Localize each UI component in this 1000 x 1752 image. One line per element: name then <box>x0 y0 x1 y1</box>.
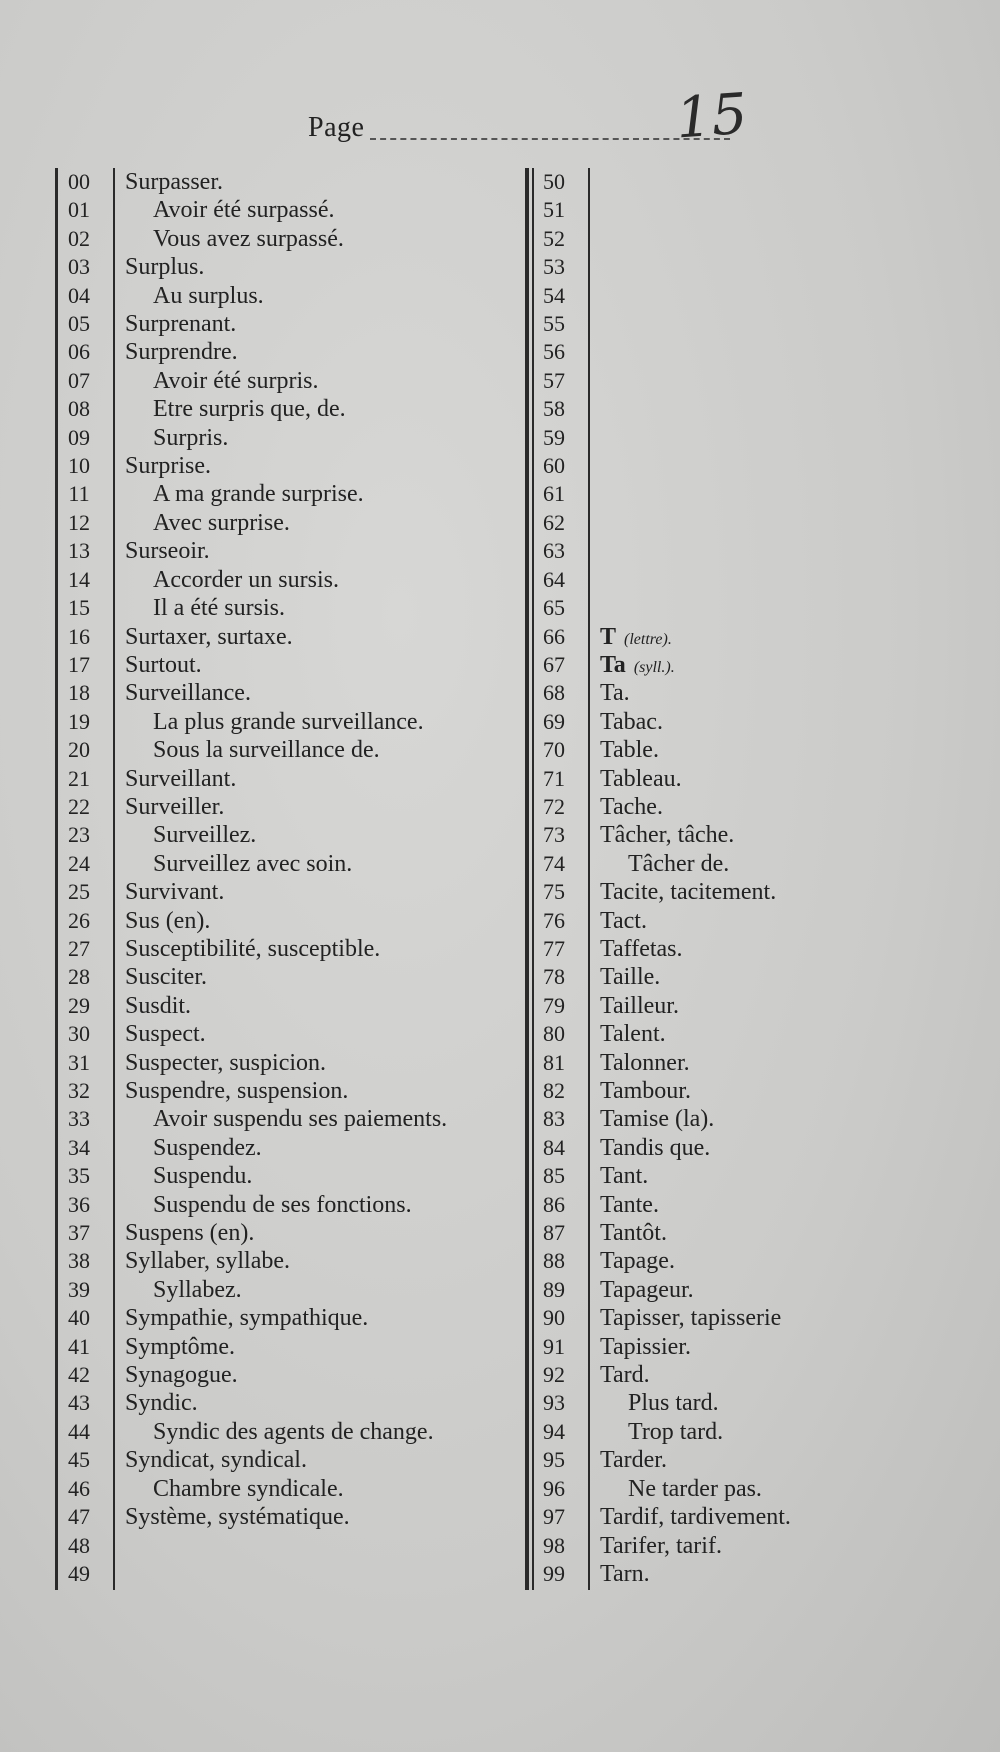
entry-label: Syndic. <box>125 1390 198 1417</box>
entry-label: Surpris. <box>153 424 229 451</box>
entry-label: Ta <box>600 651 626 678</box>
entry-number: 85 <box>543 1163 565 1189</box>
entry-number: 93 <box>543 1390 565 1416</box>
entry-number: 08 <box>68 396 90 422</box>
entry-text <box>153 566 339 594</box>
entry-label: Accorder un sursis. <box>153 566 339 593</box>
entry-text <box>153 1162 252 1190</box>
entry-text <box>153 424 228 452</box>
entry-label: Tact. <box>600 907 647 934</box>
entry-label: Etre surpris que, de. <box>153 396 346 423</box>
entry-text <box>600 1162 648 1190</box>
entry-text <box>125 1219 254 1247</box>
entry-label: Tapisser, tapisserie <box>600 1305 782 1332</box>
entry-label: Ta. <box>600 680 630 707</box>
entry-number: 07 <box>68 367 90 393</box>
entry-number: 18 <box>68 680 90 706</box>
entry-text <box>628 850 729 878</box>
entry-label: Synagogue. <box>125 1362 238 1389</box>
entry-number: 31 <box>68 1049 90 1075</box>
entry-text <box>153 1191 412 1219</box>
entry-label: A ma grande surprise. <box>153 481 364 508</box>
entry-label: Avec surprise. <box>153 509 290 536</box>
entry-number: 25 <box>68 879 90 905</box>
entry-number: 35 <box>68 1163 90 1189</box>
entry-number: 70 <box>543 737 565 763</box>
entry-number: 17 <box>68 651 90 677</box>
entry-text <box>125 253 204 281</box>
entry-number: 66 <box>543 623 565 649</box>
entry-text <box>125 1077 348 1105</box>
entry-number: 36 <box>68 1191 90 1217</box>
entry-number: 88 <box>543 1248 565 1274</box>
entry-number: 01 <box>68 197 90 223</box>
entry-label: Plus tard. <box>628 1390 719 1417</box>
entry-text <box>153 196 335 224</box>
entry-text <box>600 1276 694 1304</box>
entry-number: 23 <box>68 822 90 848</box>
entry-number: 64 <box>543 566 565 592</box>
entry-label: Chambre syndicale. <box>153 1475 344 1502</box>
entry-number: 42 <box>68 1362 90 1388</box>
entry-number: 52 <box>543 225 565 251</box>
entry-label: Symptôme. <box>125 1333 236 1360</box>
center-double-rule-a <box>525 168 529 1590</box>
entry-number: 44 <box>68 1418 90 1444</box>
entry-number: 28 <box>68 964 90 990</box>
entry-text <box>628 1475 762 1503</box>
entry-text <box>153 395 346 423</box>
entry-number: 26 <box>68 907 90 933</box>
entry-text <box>600 1247 675 1275</box>
entry-annotation: (syll.). <box>633 658 675 676</box>
entry-text <box>153 480 364 508</box>
entry-number: 32 <box>68 1078 90 1103</box>
entry-number: 27 <box>68 935 90 961</box>
entry-text <box>125 623 293 651</box>
entry-text <box>600 821 734 849</box>
entry-number: 54 <box>543 282 565 308</box>
entry-label: Suspendre, suspension. <box>125 1078 349 1104</box>
entry-number: 39 <box>68 1276 90 1302</box>
entry-number: 49 <box>68 1560 90 1586</box>
entry-number: 73 <box>543 822 565 848</box>
entry-label: Table. <box>600 737 659 764</box>
entry-label: Surveillance. <box>125 680 251 707</box>
entry-label: Surseoir. <box>125 538 210 565</box>
entry-label: Tant. <box>600 1163 649 1190</box>
entry-number: 46 <box>68 1475 90 1501</box>
entry-label: Tarn. <box>600 1560 650 1587</box>
entry-label: Syndicat, syndical. <box>125 1447 307 1474</box>
entry-label: Tandis que. <box>600 1134 711 1161</box>
entry-text <box>600 1191 659 1219</box>
entry-text <box>153 736 380 764</box>
entry-text <box>600 1219 667 1247</box>
entry-label: Surveillez avec soin. <box>153 850 353 877</box>
entry-number: 53 <box>543 254 565 280</box>
entry-label: Sous la surveillance de. <box>153 737 380 764</box>
entry-number: 74 <box>543 850 565 876</box>
entry-number: 04 <box>68 282 90 308</box>
entry-number: 55 <box>543 311 565 337</box>
entry-text <box>153 821 256 849</box>
entry-label: Surveillant. <box>125 765 237 792</box>
entry-number: 00 <box>68 169 90 194</box>
entry-text <box>600 1134 710 1162</box>
entry-text <box>125 1304 368 1332</box>
entry-text <box>600 623 672 654</box>
entry-text <box>125 935 380 963</box>
entry-label: Tambour. <box>600 1078 691 1104</box>
entry-text <box>125 452 211 480</box>
entry-number: 22 <box>68 793 90 819</box>
entry-text <box>600 679 630 707</box>
entry-number: 33 <box>68 1106 90 1132</box>
entry-number: 84 <box>543 1134 565 1160</box>
entry-number: 29 <box>68 992 90 1018</box>
entry-text <box>600 651 675 682</box>
entry-number: 96 <box>543 1475 565 1501</box>
entry-number: 99 <box>543 1560 565 1586</box>
entry-number: 62 <box>543 509 565 535</box>
right-number-rule <box>588 168 590 1590</box>
page-label: Page <box>308 112 365 143</box>
entry-number: 41 <box>68 1333 90 1359</box>
entry-number: 19 <box>68 708 90 734</box>
entry-label: Tante. <box>600 1191 659 1218</box>
entry-text <box>153 225 344 253</box>
entry-label: Tabac. <box>600 708 663 735</box>
entry-text <box>125 765 236 793</box>
entry-number: 94 <box>543 1418 565 1444</box>
entry-label: Survivant. <box>125 879 225 906</box>
entry-number: 61 <box>543 481 565 507</box>
entry-text <box>600 1333 691 1361</box>
entry-number: 16 <box>68 623 90 649</box>
entry-text <box>153 708 424 736</box>
entry-label: Susdit. <box>125 992 192 1019</box>
entry-label: Taffetas. <box>600 935 683 962</box>
entry-text <box>600 878 776 906</box>
entry-number: 34 <box>68 1134 90 1160</box>
entry-number: 57 <box>543 367 565 393</box>
left-number-rule <box>113 168 115 1590</box>
entry-text <box>125 1446 307 1474</box>
entry-label: Syllaber, syllabe. <box>125 1248 290 1275</box>
entry-text <box>153 850 352 878</box>
entry-label: Tache. <box>600 793 663 820</box>
entry-label: Système, systématique. <box>125 1504 350 1531</box>
entry-number: 56 <box>543 339 565 365</box>
entry-number: 80 <box>543 1021 565 1047</box>
entry-text <box>153 1418 434 1446</box>
entry-text <box>153 1276 242 1304</box>
entry-label: Suspendez. <box>153 1134 262 1161</box>
entry-text <box>125 679 251 707</box>
page-label-dotted-line <box>370 138 730 140</box>
entry-text <box>600 1049 690 1077</box>
entry-text <box>600 1020 666 1048</box>
entry-number: 60 <box>543 453 565 479</box>
entry-label: Susceptibilité, susceptible. <box>125 935 381 962</box>
entry-label: Tâcher de. <box>628 850 730 877</box>
entry-label: Tailleur. <box>600 992 679 1019</box>
entry-number: 71 <box>543 765 565 791</box>
entry-number: 50 <box>543 169 565 194</box>
entry-text <box>600 708 663 736</box>
entry-label: Taille. <box>600 964 661 991</box>
entry-text <box>125 338 238 366</box>
entry-label: Talonner. <box>600 1049 690 1076</box>
entry-text <box>600 736 659 764</box>
entry-text <box>125 878 224 906</box>
entry-number: 48 <box>68 1532 90 1558</box>
entry-label: Tapageur. <box>600 1276 694 1303</box>
entry-number: 03 <box>68 254 90 280</box>
entry-text <box>628 1389 719 1417</box>
entry-label: Suspendu. <box>153 1163 253 1190</box>
entry-number: 78 <box>543 964 565 990</box>
entry-text <box>153 1475 344 1503</box>
entry-number: 24 <box>68 850 90 876</box>
entry-label: Tableau. <box>600 765 682 792</box>
entry-number: 67 <box>543 651 565 677</box>
entry-label: La plus grande surveillance. <box>153 708 424 735</box>
entry-number: 83 <box>543 1106 565 1132</box>
entry-number: 65 <box>543 595 565 621</box>
entry-number: 06 <box>68 339 90 365</box>
entry-number: 37 <box>68 1220 90 1246</box>
entry-text <box>125 1503 350 1531</box>
entry-label: Suspens (en). <box>125 1220 255 1247</box>
entry-text <box>125 1361 238 1389</box>
entry-number: 51 <box>543 197 565 223</box>
page-number-handwritten: 15 <box>673 81 750 152</box>
entry-text <box>125 907 210 935</box>
entry-label: Sus (en). <box>125 907 211 934</box>
entry-label: Tamise (la). <box>600 1106 715 1133</box>
entry-number: 59 <box>543 424 565 450</box>
entry-text <box>125 1247 290 1275</box>
entry-text <box>125 310 236 338</box>
entry-text <box>125 1389 198 1417</box>
entry-label: Tarder. <box>600 1447 667 1474</box>
entry-label: Au surplus. <box>153 282 264 309</box>
entry-label: Tardif, tardivement. <box>600 1504 791 1531</box>
entry-number: 82 <box>543 1078 565 1103</box>
entry-number: 13 <box>68 538 90 564</box>
entry-text <box>600 1560 650 1588</box>
entry-text <box>600 765 682 793</box>
entry-number: 58 <box>543 396 565 422</box>
entry-number: 20 <box>68 737 90 763</box>
entry-text <box>600 963 660 991</box>
entry-label: Suspect. <box>125 1021 206 1048</box>
entry-number: 91 <box>543 1333 565 1359</box>
entry-text <box>153 1134 262 1162</box>
entry-text <box>153 282 264 310</box>
entry-text <box>600 1361 650 1389</box>
entry-number: 97 <box>543 1504 565 1530</box>
entry-label: Surprise. <box>125 453 211 480</box>
entry-label: Surpasser. <box>125 169 223 195</box>
entry-number: 86 <box>543 1191 565 1217</box>
entry-label: Suspecter, suspicion. <box>125 1049 327 1076</box>
entry-label: T <box>600 623 617 650</box>
entry-number: 79 <box>543 992 565 1018</box>
entry-text <box>153 594 285 622</box>
entry-label: Surplus. <box>125 254 205 281</box>
entry-text <box>600 1077 691 1105</box>
entry-number: 81 <box>543 1049 565 1075</box>
entry-number: 69 <box>543 708 565 734</box>
entry-text <box>125 992 191 1020</box>
entry-text <box>600 1446 667 1474</box>
entry-label: Tarifer, tarif. <box>600 1532 722 1559</box>
entry-text <box>600 935 683 963</box>
entry-text <box>153 367 319 395</box>
entry-number: 43 <box>68 1390 90 1416</box>
entry-label: Trop tard. <box>628 1418 724 1445</box>
entry-number: 89 <box>543 1276 565 1302</box>
entry-annotation: (lettre). <box>624 630 672 648</box>
entry-text <box>125 1333 235 1361</box>
entry-number: 02 <box>68 225 90 251</box>
entry-text <box>125 963 207 991</box>
entry-number: 95 <box>543 1447 565 1473</box>
entry-label: Tâcher, tâche. <box>600 822 735 849</box>
entry-label: Surveillez. <box>153 822 257 849</box>
entry-label: Sympathie, sympathique. <box>125 1305 369 1332</box>
entry-label: Vous avez surpassé. <box>153 225 344 252</box>
entry-number: 14 <box>68 566 90 592</box>
entry-number: 68 <box>543 680 565 706</box>
entry-text <box>600 1105 714 1133</box>
entry-number: 05 <box>68 311 90 337</box>
entry-label: Avoir été surpris. <box>153 367 319 394</box>
entry-text <box>628 1418 723 1446</box>
entry-label: Syllabez. <box>153 1276 242 1303</box>
entry-label: Susciter. <box>125 964 207 991</box>
entry-label: Surveiller. <box>125 793 225 820</box>
entry-number: 72 <box>543 793 565 819</box>
entry-text <box>125 537 210 565</box>
entry-number: 92 <box>543 1362 565 1388</box>
entry-text <box>600 1304 781 1332</box>
entry-label: Tantôt. <box>600 1220 667 1247</box>
entry-number: 47 <box>68 1504 90 1530</box>
entry-number: 77 <box>543 935 565 961</box>
entry-text <box>600 992 679 1020</box>
entry-number: 11 <box>68 481 90 507</box>
entry-text <box>125 1049 326 1077</box>
entry-number: 98 <box>543 1532 565 1558</box>
entry-number: 12 <box>68 509 90 535</box>
entry-text <box>125 793 224 821</box>
entry-text <box>153 509 290 537</box>
entry-number: 45 <box>68 1447 90 1473</box>
entry-label: Tapage. <box>600 1248 675 1275</box>
entry-number: 63 <box>543 538 565 564</box>
entry-number: 15 <box>68 595 90 621</box>
entry-text <box>125 1020 206 1048</box>
entry-number: 40 <box>68 1305 90 1331</box>
entry-text <box>600 1503 791 1531</box>
entry-label: Surprenant. <box>125 311 237 338</box>
entry-text <box>600 1532 722 1560</box>
entry-text <box>600 793 663 821</box>
entry-label: Avoir été surpassé. <box>153 197 335 224</box>
entry-label: Syndic des agents de change. <box>153 1418 434 1445</box>
entry-number: 09 <box>68 424 90 450</box>
entry-text <box>125 168 223 196</box>
entry-label: Tapissier. <box>600 1333 691 1360</box>
entry-number: 21 <box>68 765 90 791</box>
entry-label: Tacite, tacitement. <box>600 879 777 906</box>
entry-label: Surtout. <box>125 651 202 678</box>
entry-number: 76 <box>543 907 565 933</box>
entry-number: 38 <box>68 1248 90 1274</box>
entry-label: Surtaxer, surtaxe. <box>125 623 293 650</box>
entry-label: Tard. <box>600 1362 650 1389</box>
entry-text <box>125 651 202 679</box>
entry-number: 90 <box>543 1305 565 1331</box>
entry-number: 30 <box>68 1021 90 1047</box>
entry-text <box>153 1105 447 1133</box>
entry-number: 75 <box>543 879 565 905</box>
entry-label: Talent. <box>600 1021 666 1048</box>
entry-label: Surprendre. <box>125 339 238 366</box>
entry-label: Il a été sursis. <box>153 595 285 622</box>
entry-number: 10 <box>68 453 90 479</box>
entry-text <box>600 907 647 935</box>
entry-label: Ne tarder pas. <box>628 1475 762 1502</box>
entry-number: 87 <box>543 1220 565 1246</box>
entry-label: Avoir suspendu ses paiements. <box>153 1106 448 1133</box>
entry-label: Suspendu de ses fonctions. <box>153 1191 412 1218</box>
